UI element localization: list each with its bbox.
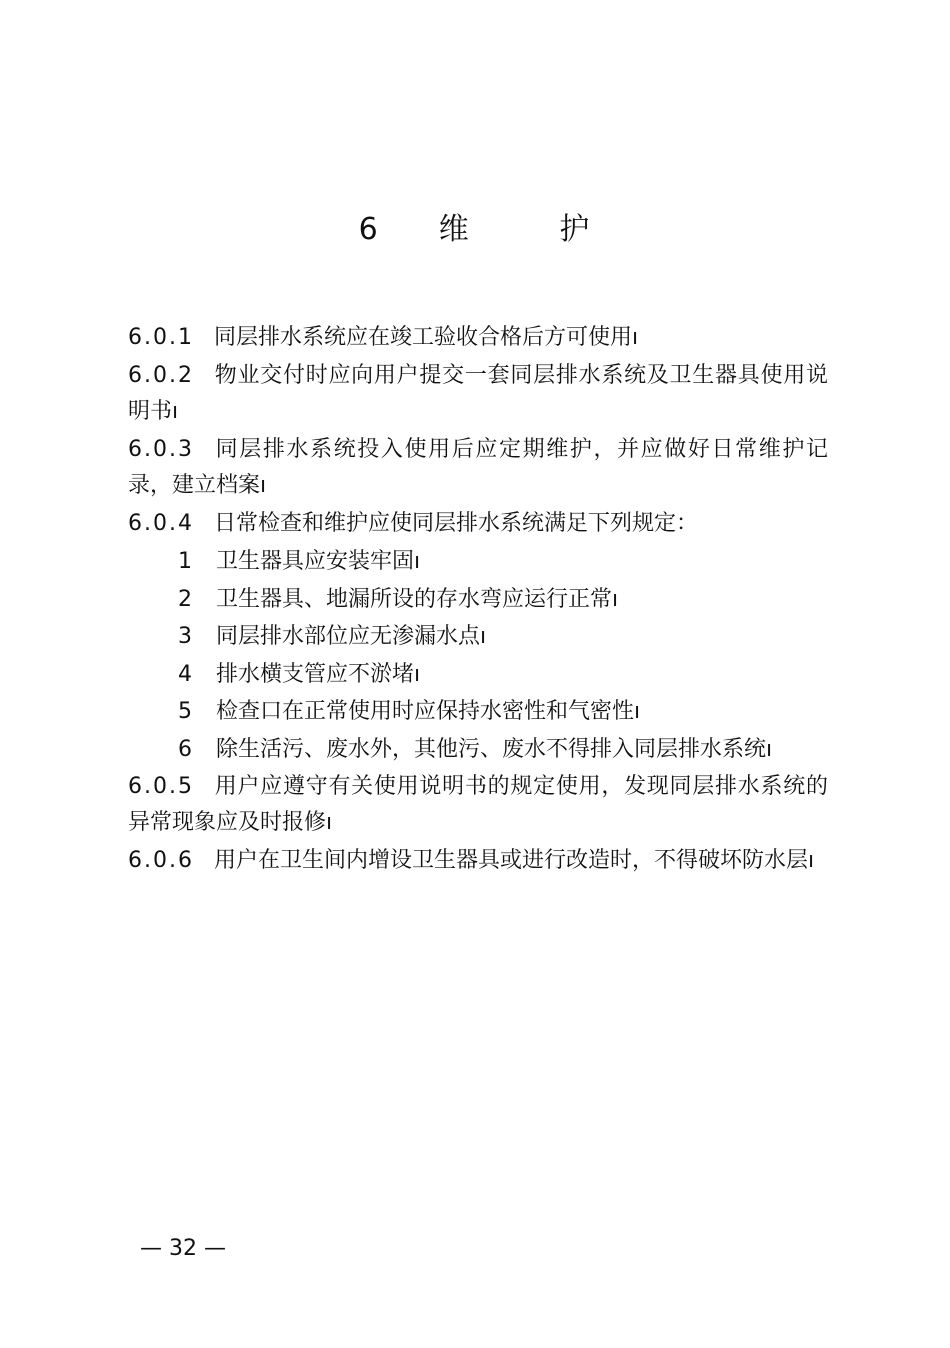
clause-text: 用户在卫生间内增设卫生器具或进行改造时，不得破坏防水层ı (214, 848, 815, 873)
clause-number: 6.0.4 (128, 511, 194, 536)
item-text: 排水横支管应不淤堵ı (216, 661, 421, 687)
clause-6-0-5 (128, 769, 828, 841)
list-item (178, 544, 828, 580)
list-item (178, 619, 828, 655)
clause-number: 6.0.6 (128, 848, 194, 873)
clause-text: 日常检查和维护应使同层排水系统满足下列规定： (214, 511, 699, 536)
item-number: 5 (178, 699, 192, 724)
clause-number: 6.0.5 (128, 774, 194, 799)
clause-text: 同层排水系统应在竣工验收合格后方可使用ı (214, 325, 639, 350)
list-item (178, 582, 828, 618)
clause-6-0-3 (128, 432, 828, 504)
page-number: — 32 — (140, 1236, 226, 1261)
clause-list (128, 320, 828, 881)
clause-6-0-1 (128, 320, 828, 356)
clause-6-0-2 (128, 358, 828, 430)
chapter-title: 6 维 护 (358, 212, 592, 247)
list-item (178, 694, 828, 730)
item-text: 检查口在正常使用时应保持水密性和气密性ı (216, 699, 641, 724)
clause-number: 6.0.3 (128, 437, 194, 462)
clause-text: 用户应遵守有关使用说明书的规定使用，发现同层排水系统的异常现象应及时报修ı (128, 774, 828, 835)
item-number: 1 (178, 549, 192, 574)
item-number: 3 (178, 624, 192, 649)
item-number: 2 (178, 586, 192, 612)
item-text: 卫生器具、地漏所设的存水弯应运行正常ı (216, 586, 619, 612)
item-number: 6 (178, 736, 192, 762)
item-text: 卫生器具应安装牢固ı (216, 549, 421, 574)
clause-text: 物业交付时应向用户提交一套同层排水系统及卫生器具使用说明书ı (128, 363, 828, 424)
clause-number: 6.0.2 (128, 363, 194, 388)
item-number: 4 (178, 661, 192, 687)
list-item (178, 732, 828, 768)
item-text: 除生活污、废水外，其他污、废水不得排入同层排水系统ı (216, 736, 773, 762)
item-text: 同层排水部位应无渗漏水点ı (216, 624, 487, 649)
clause-text: 同层排水系统投入使用后应定期维护，并应做好日常维护记录，建立档案ı (128, 437, 828, 498)
clause-6-0-6 (128, 843, 828, 879)
list-item (178, 657, 828, 693)
clause-number: 6.0.1 (128, 325, 194, 350)
clause-6-0-4 (128, 506, 828, 542)
